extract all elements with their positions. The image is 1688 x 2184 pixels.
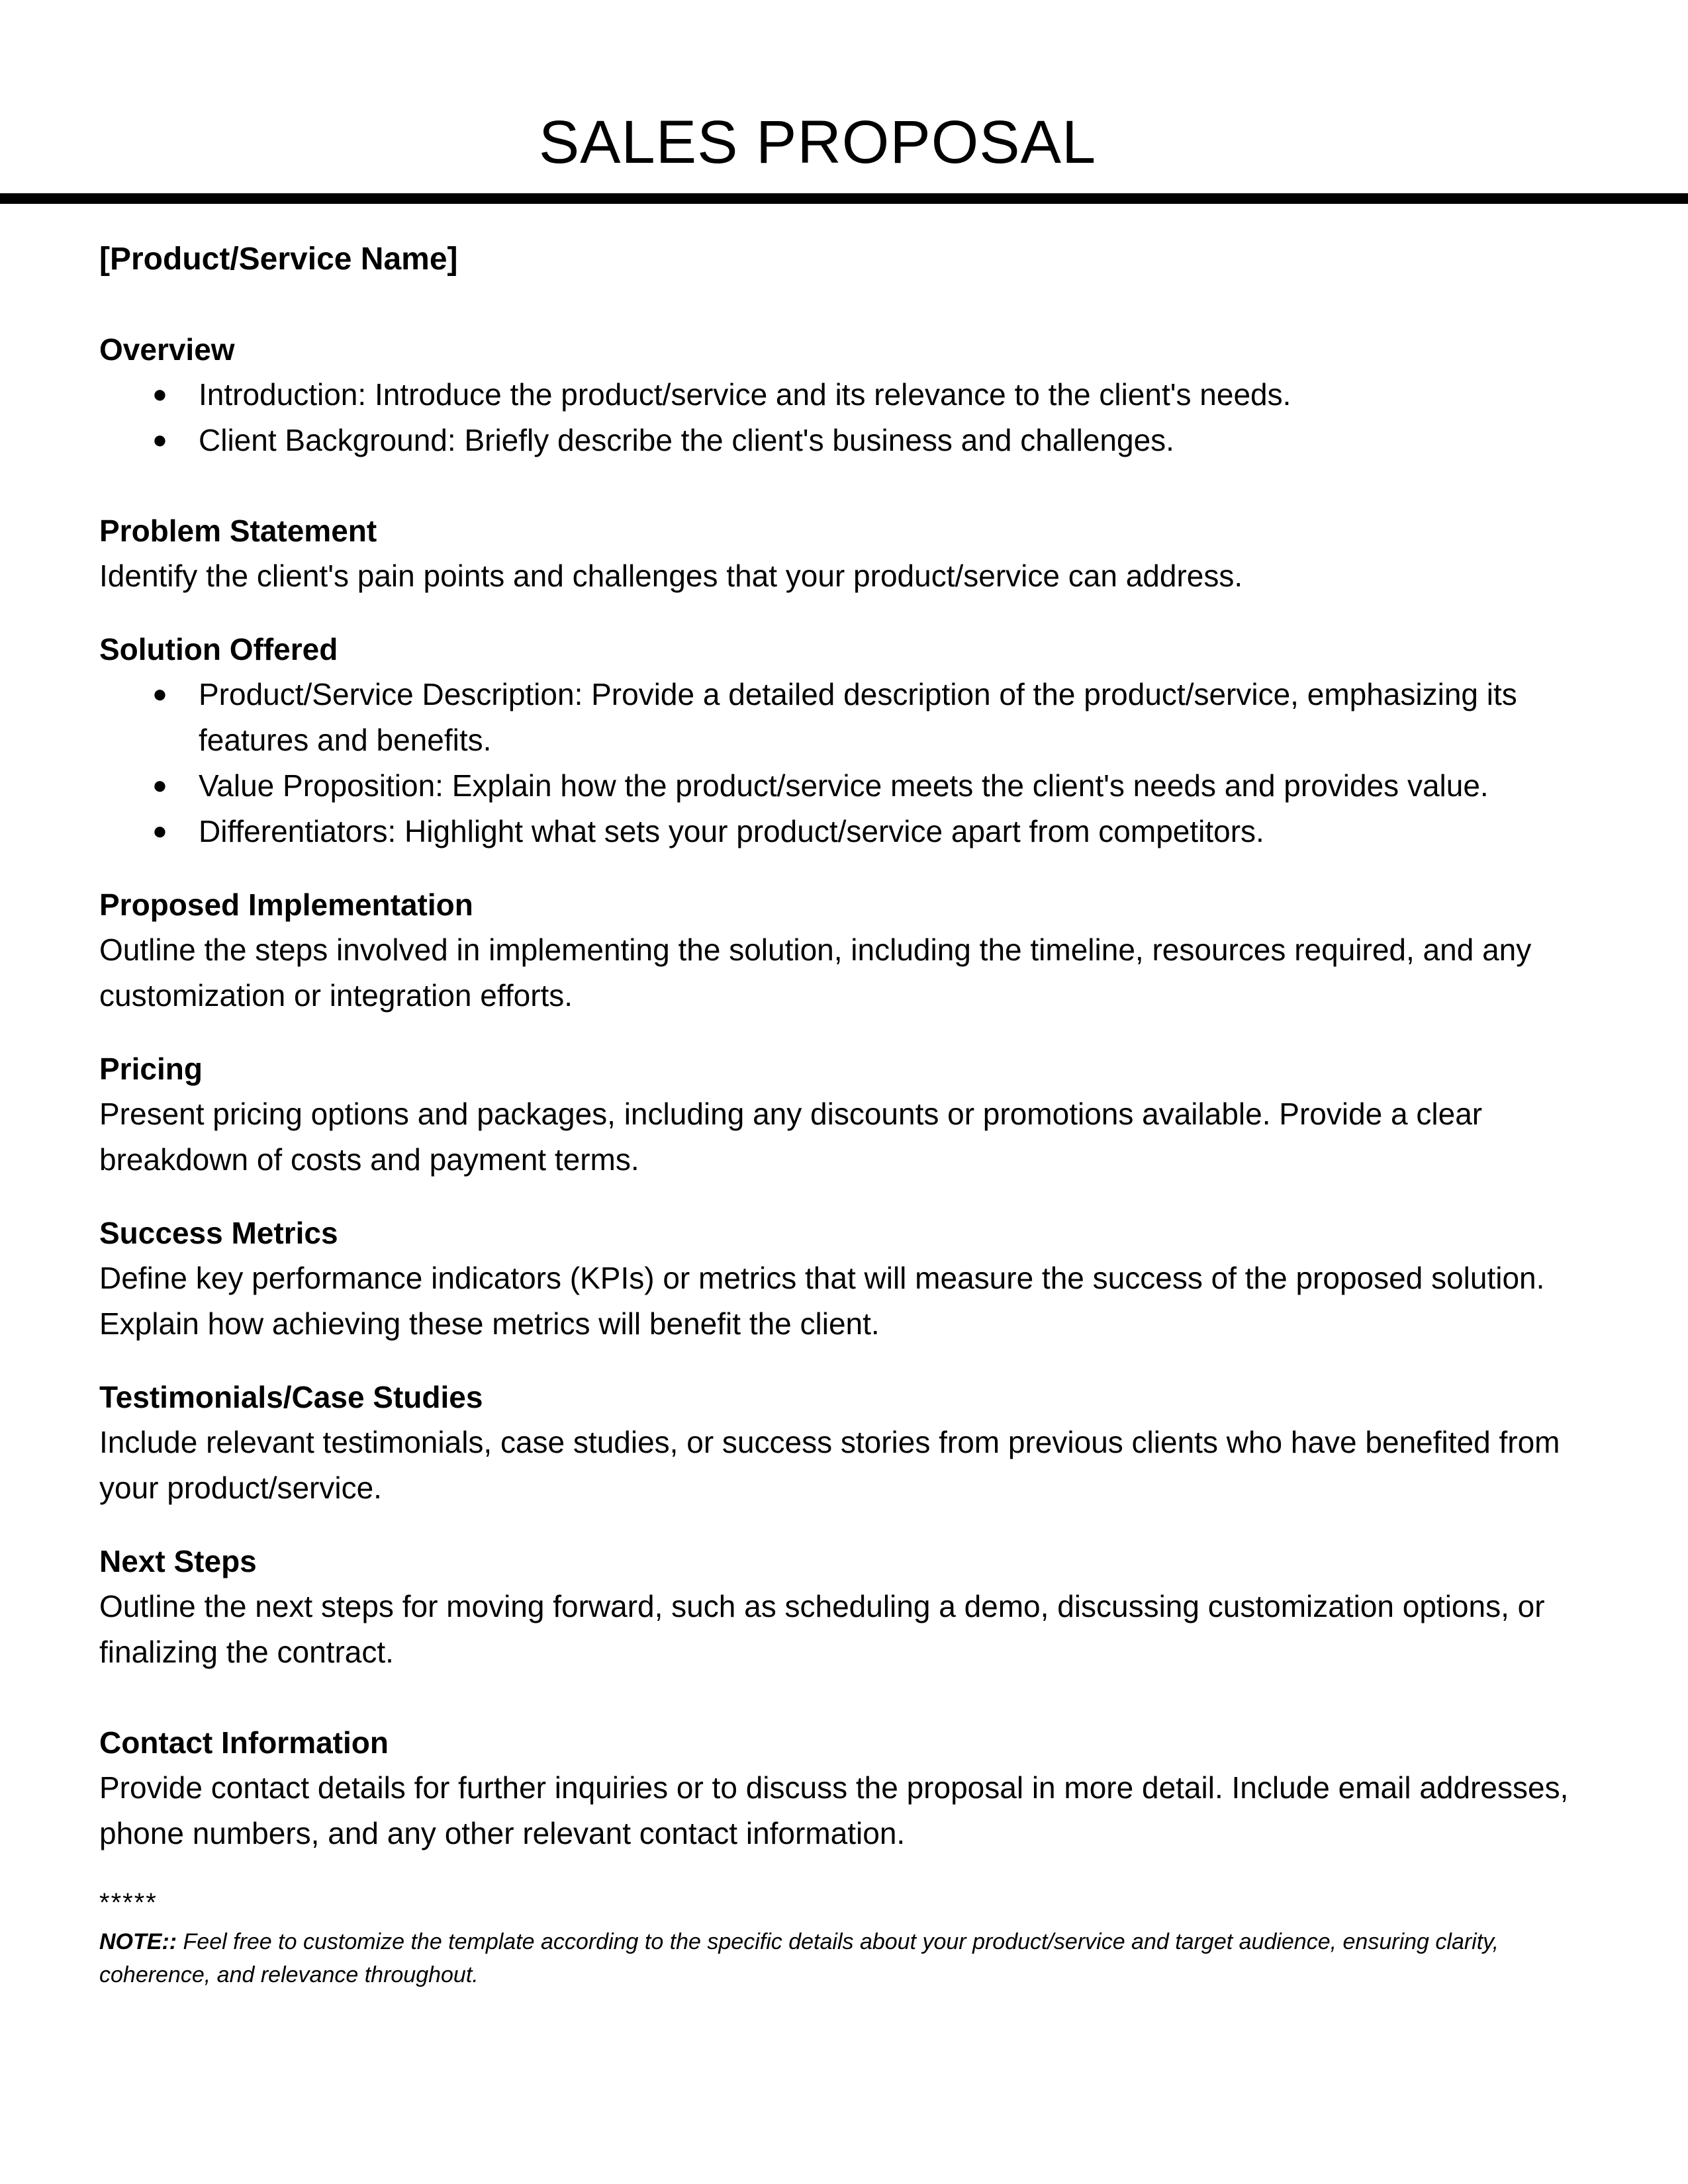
section-body: Outline the next steps for moving forward, such as scheduling a demo, discussing customization options, or finalizing the contract. [99, 1589, 1545, 1669]
separator-stars: ***** [99, 1888, 158, 1917]
section-heading: Solution Offered [99, 632, 338, 666]
document-body [99, 237, 1595, 1991]
bullet-text: Product/Service Description: Provide a detailed description of the product/service, emphasizing its features and benefits. [199, 677, 1517, 757]
section-body: Outline the steps involved in implementing the solution, including the timeline, resources required, and any customization or integration efforts. [99, 933, 1532, 1013]
bullet-text: Introduction: Introduce the product/service and its relevance to the client's needs. [199, 377, 1291, 412]
footer-note [99, 1925, 1595, 1991]
bullet-item [99, 809, 1595, 854]
section-proposed-implementation [99, 882, 1595, 1019]
note-text: Feel free to customize the template according to the specific details about your product/service and target audience, ensuring clarity, coherence, and relevance throughout. [99, 1929, 1499, 1987]
section-heading: Testimonials/Case Studies [99, 1380, 483, 1414]
product-name: [Product/Service Name] [99, 242, 458, 277]
section-heading: Proposed Implementation [99, 887, 473, 922]
bullet-item [99, 672, 1595, 763]
section-heading: Success Metrics [99, 1216, 338, 1250]
bullet-icon: ● [152, 817, 167, 845]
section-body: Define key performance indicators (KPIs) or metrics that will measure the success of the proposed solution. Explain how achieving these metrics will benefit the client. [99, 1261, 1545, 1341]
section-heading: Problem Statement [99, 514, 377, 548]
section-next-steps [99, 1539, 1595, 1675]
bullet-icon: ● [152, 680, 167, 708]
section-overview [99, 327, 1595, 463]
section-heading: Overview [99, 332, 235, 367]
section-success-metrics [99, 1210, 1595, 1347]
bullet-list [99, 372, 1595, 463]
bullet-text: Client Background: Briefly describe the client's business and challenges. [199, 423, 1174, 457]
section-body: Identify the client's pain points and challenges that your product/service can address. [99, 559, 1243, 593]
section-testimonials [99, 1375, 1595, 1511]
bullet-icon: ● [152, 426, 167, 454]
note-label: NOTE:: [99, 1929, 177, 1954]
section-contact-information [99, 1720, 1595, 1856]
bullet-text: Differentiators: Highlight what sets your product/service apart from competitors. [199, 814, 1264, 848]
section-heading: Contact Information [99, 1725, 389, 1760]
bullet-item [99, 372, 1595, 418]
section-heading: Next Steps [99, 1544, 257, 1578]
bullet-text: Value Proposition: Explain how the product/service meets the client's needs and provides value. [199, 768, 1489, 803]
section-problem-statement [99, 508, 1595, 599]
bullet-list [99, 672, 1595, 854]
page-title: SALES PROPOSAL [538, 109, 1097, 176]
section-body: Include relevant testimonials, case studies, or success stories from previous clients who have benefited from your product/service. [99, 1425, 1560, 1505]
bullet-item [99, 418, 1595, 463]
section-solution-offered [99, 627, 1595, 854]
section-body: Provide contact details for further inquiries or to discuss the proposal in more detail. Include email addresses, phone numbers, and any other relevant contact information. [99, 1770, 1569, 1850]
title-divider [0, 193, 1688, 204]
section-pricing [99, 1046, 1595, 1183]
section-heading: Pricing [99, 1052, 203, 1086]
bullet-icon: ● [152, 772, 167, 799]
bullet-icon: ● [152, 381, 167, 408]
section-body: Present pricing options and packages, including any discounts or promotions available. Provide a clear breakdown of costs and payment terms. [99, 1097, 1483, 1177]
bullet-item [99, 763, 1595, 809]
